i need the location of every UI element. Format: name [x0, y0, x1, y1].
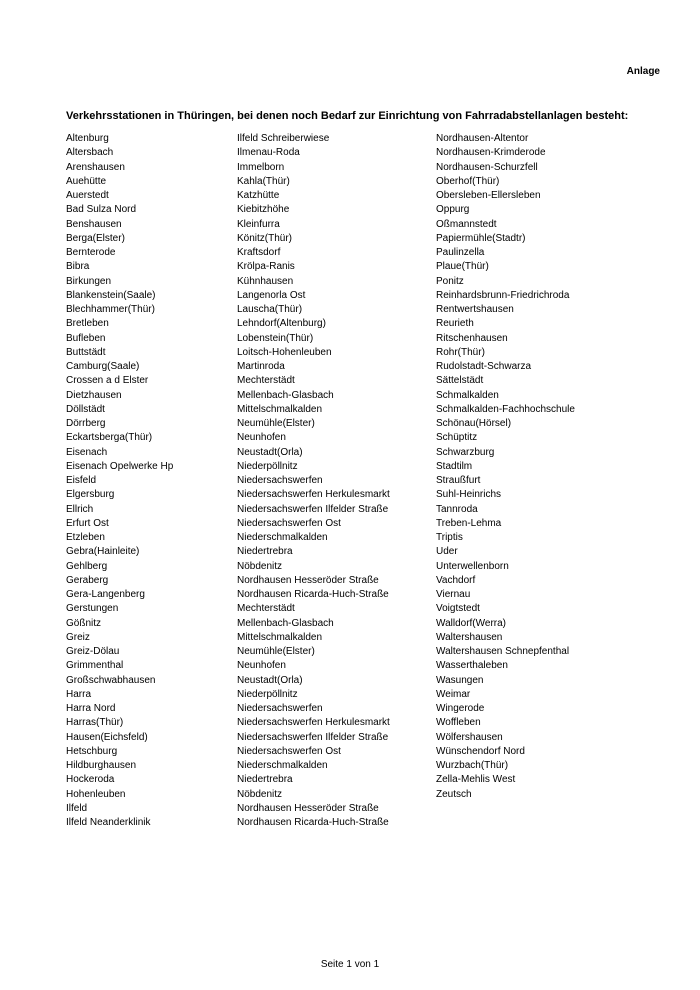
station-name: Wölfershausen: [436, 731, 503, 743]
station-name: Loitsch-Hohenleuben: [237, 346, 332, 358]
station-name: Eckartsberga(Thür): [66, 432, 153, 444]
station-name: Gehlberg: [66, 560, 108, 572]
station-name: Camburg(Saale): [66, 361, 140, 372]
station-name: Schüptitz: [436, 432, 478, 444]
station-name: Könitz(Thür): [237, 232, 293, 244]
station-name: Reinhardsbrunn-Friedrichroda: [436, 289, 570, 301]
station-name: Crossen a d Elster: [66, 375, 149, 387]
station-name: Dörrberg: [66, 418, 106, 429]
station-name: Niedersachswerfen Ost: [237, 517, 341, 529]
station-name: Benshausen: [66, 218, 122, 230]
station-name: Niedersachswerfen Herkulesmarkt: [237, 717, 390, 729]
station-name: Hockeroda: [66, 774, 115, 786]
station-name: Sättelstädt: [436, 375, 484, 387]
station-name: Ponitz: [436, 275, 464, 287]
station-name: Nordhausen Hesseröder Straße: [237, 802, 379, 814]
station-name: Auehütte: [66, 175, 107, 187]
station-name: Niederpöllnitz: [237, 688, 298, 700]
station-name: Ilmenau-Roda: [237, 147, 300, 159]
station-name: Straußfurt: [436, 475, 481, 486]
annex-label: Anlage: [626, 66, 660, 77]
station-name: Viernau: [436, 589, 471, 600]
station-name: Wingerode: [436, 703, 485, 714]
station-name: Eisenach Opelwerke Hp: [66, 460, 174, 472]
station-name: Ellrich: [66, 503, 94, 515]
station-name: Woffleben: [436, 717, 481, 729]
station-name: Papiermühle(Stadtr): [436, 232, 526, 244]
station-name: Arenshausen: [66, 161, 125, 173]
station-name: Niedersachswerfen: [237, 703, 323, 714]
station-name: Großschwabhausen: [66, 674, 156, 686]
station-name: Niedersachswerfen Ilfelder Straße: [237, 503, 389, 515]
station-name: Ilfeld Neanderklinik: [66, 817, 151, 828]
station-name: Wasungen: [436, 674, 484, 686]
station-name: Kraftsdorf: [237, 247, 281, 258]
station-name: Dietzhausen: [66, 389, 122, 401]
station-name: Niederschmalkalden: [237, 532, 328, 543]
station-name: Obersleben-Ellersleben: [436, 190, 541, 201]
station-name: Plaue(Thür): [436, 261, 489, 273]
station-name: Neunhofen: [237, 432, 286, 444]
station-name: Schmalkalden-Fachhochschule: [436, 403, 575, 415]
station-name: Neumühle(Elster): [237, 418, 315, 429]
station-name: Katzhütte: [237, 190, 280, 201]
document-heading: Verkehrsstationen in Thüringen, bei denen noch Bedarf zur Einrichtung von Fahrradabstellanlagen besteht:: [66, 110, 629, 122]
station-name: Martinroda: [237, 361, 285, 372]
station-name: Döllstädt: [66, 403, 105, 415]
station-name: Auerstedt: [66, 190, 109, 201]
station-name: Hausen(Eichsfeld): [66, 731, 148, 743]
station-name: Greiz-Dölau: [66, 646, 120, 657]
station-name: Zeutsch: [436, 788, 472, 800]
station-name: Suhl-Heinrichs: [436, 489, 502, 501]
station-name: Neustadt(Orla): [237, 674, 303, 686]
page-footer: Seite 1 von 1: [320, 959, 380, 970]
station-name: Wünschendorf Nord: [436, 745, 525, 757]
station-column-3: [436, 132, 575, 802]
station-name: Schmalkalden: [436, 389, 499, 401]
station-name: Rentwertshausen: [436, 304, 514, 315]
station-name: Altenburg: [66, 133, 109, 144]
station-name: Lehndorf(Altenburg): [237, 318, 326, 330]
station-name: Tannroda: [436, 503, 478, 515]
station-name: Harra Nord: [66, 703, 116, 714]
station-name: Kahla(Thür): [237, 175, 290, 187]
station-name: Altersbach: [66, 147, 114, 159]
station-name: Hetschburg: [66, 745, 118, 757]
station-name: Treben-Lehma: [436, 517, 502, 529]
station-name: Niedersachswerfen Ost: [237, 745, 341, 757]
station-name: Reurieth: [436, 318, 474, 330]
station-name: Nordhausen-Schurzfell: [436, 161, 538, 173]
station-name: Uder: [436, 546, 458, 558]
station-name: Mittelschmalkalden: [237, 403, 323, 415]
station-name: Lobenstein(Thür): [237, 332, 314, 344]
station-name: Nordhausen-Krimderode: [436, 147, 546, 159]
station-name: Voigtstedt: [436, 603, 480, 615]
station-name: Kleinfurra: [237, 218, 280, 230]
station-name: Immelborn: [237, 161, 285, 173]
station-name: Mechterstädt: [237, 603, 295, 615]
station-name: Nordhausen Ricarda-Huch-Straße: [237, 817, 389, 828]
station-name: Gerstungen: [66, 603, 119, 615]
station-name: Nordhausen-Altentor: [436, 133, 529, 144]
station-name: Oppurg: [436, 204, 470, 216]
station-name: Neumühle(Elster): [237, 646, 315, 657]
station-name: Gößnitz: [66, 617, 102, 629]
station-name: Gebra(Hainleite): [66, 546, 140, 558]
station-name: Hildburghausen: [66, 760, 137, 771]
station-name: Buttstädt: [66, 346, 106, 358]
station-name: Stadtilm: [436, 460, 473, 472]
station-name: Triptis: [436, 532, 463, 543]
station-name: Nordhausen Ricarda-Huch-Straße: [237, 589, 389, 600]
station-name: Bufleben: [66, 332, 106, 344]
station-name: Schönau(Hörsel): [436, 418, 512, 429]
station-name: Geraberg: [66, 574, 109, 586]
station-name: Unterwellenborn: [436, 560, 509, 572]
station-name: Oßmannstedt: [436, 218, 497, 230]
station-name: Niedersachswerfen Herkulesmarkt: [237, 489, 390, 501]
station-name: Rudolstadt-Schwarza: [436, 361, 532, 372]
station-name: Kühnhausen: [237, 275, 294, 287]
station-name: Wasserthaleben: [436, 660, 508, 672]
station-name: Neunhofen: [237, 660, 286, 672]
station-name: Vachdorf: [436, 574, 476, 586]
station-name: Mellenbach-Glasbach: [237, 389, 334, 401]
station-name: Krölpa-Ranis: [237, 261, 295, 273]
station-name: Kiebitzhöhe: [237, 204, 290, 216]
station-name: Eisenach: [66, 446, 108, 458]
station-name: Blankenstein(Saale): [66, 289, 156, 301]
station-name: Ilfeld Schreiberwiese: [237, 133, 330, 144]
station-name: Waltershausen: [436, 631, 503, 643]
station-name: Greiz: [66, 631, 90, 643]
station-name: Hohenleuben: [66, 788, 126, 800]
station-name: Rohr(Thür): [436, 346, 485, 358]
station-column-1: [66, 132, 173, 830]
station-name: Ritschenhausen: [436, 332, 508, 344]
station-name: Bibra: [66, 261, 90, 273]
station-name: Berga(Elster): [66, 232, 125, 244]
station-name: Mechterstädt: [237, 375, 295, 387]
station-name: Mellenbach-Glasbach: [237, 617, 334, 629]
station-name: Bretleben: [66, 318, 109, 330]
station-name: Etzleben: [66, 532, 105, 543]
station-name: Walldorf(Werra): [436, 617, 507, 629]
station-name: Nordhausen Hesseröder Straße: [237, 574, 379, 586]
station-name: Niederschmalkalden: [237, 760, 328, 771]
station-name: Oberhof(Thür): [436, 175, 500, 187]
station-name: Nöbdenitz: [237, 560, 283, 572]
station-name: Niedersachswerfen: [237, 475, 323, 486]
station-name: Niedertrebra: [237, 774, 293, 786]
station-name: Niederpöllnitz: [237, 460, 298, 472]
station-name: Elgersburg: [66, 489, 115, 501]
station-name: Zella-Mehlis West: [436, 774, 516, 786]
station-name: Niedersachswerfen Ilfelder Straße: [237, 731, 389, 743]
station-name: Langenorla Ost: [237, 289, 306, 301]
station-name: Ilfeld: [66, 802, 88, 814]
station-name: Wurzbach(Thür): [436, 760, 509, 771]
station-name: Blechhammer(Thür): [66, 304, 155, 315]
station-name: Grimmenthal: [66, 660, 124, 672]
station-name: Paulinzella: [436, 247, 485, 258]
station-name: Schwarzburg: [436, 446, 495, 458]
station-name: Nöbdenitz: [237, 788, 283, 800]
station-name: Harra: [66, 688, 92, 700]
station-name: Bernterode: [66, 247, 116, 258]
station-name: Lauscha(Thür): [237, 304, 303, 315]
station-name: Erfurt Ost: [66, 517, 109, 529]
station-column-2: [237, 132, 390, 830]
station-name: Birkungen: [66, 275, 112, 287]
station-name: Bad Sulza Nord: [66, 204, 137, 216]
station-name: Weimar: [436, 688, 471, 700]
station-name: Mittelschmalkalden: [237, 631, 323, 643]
station-name: Harras(Thür): [66, 717, 124, 729]
station-name: Eisfeld: [66, 475, 97, 486]
station-name: Gera-Langenberg: [66, 589, 145, 600]
station-name: Niedertrebra: [237, 546, 293, 558]
station-name: Waltershausen Schnepfenthal: [436, 646, 570, 657]
station-name: Neustadt(Orla): [237, 446, 303, 458]
